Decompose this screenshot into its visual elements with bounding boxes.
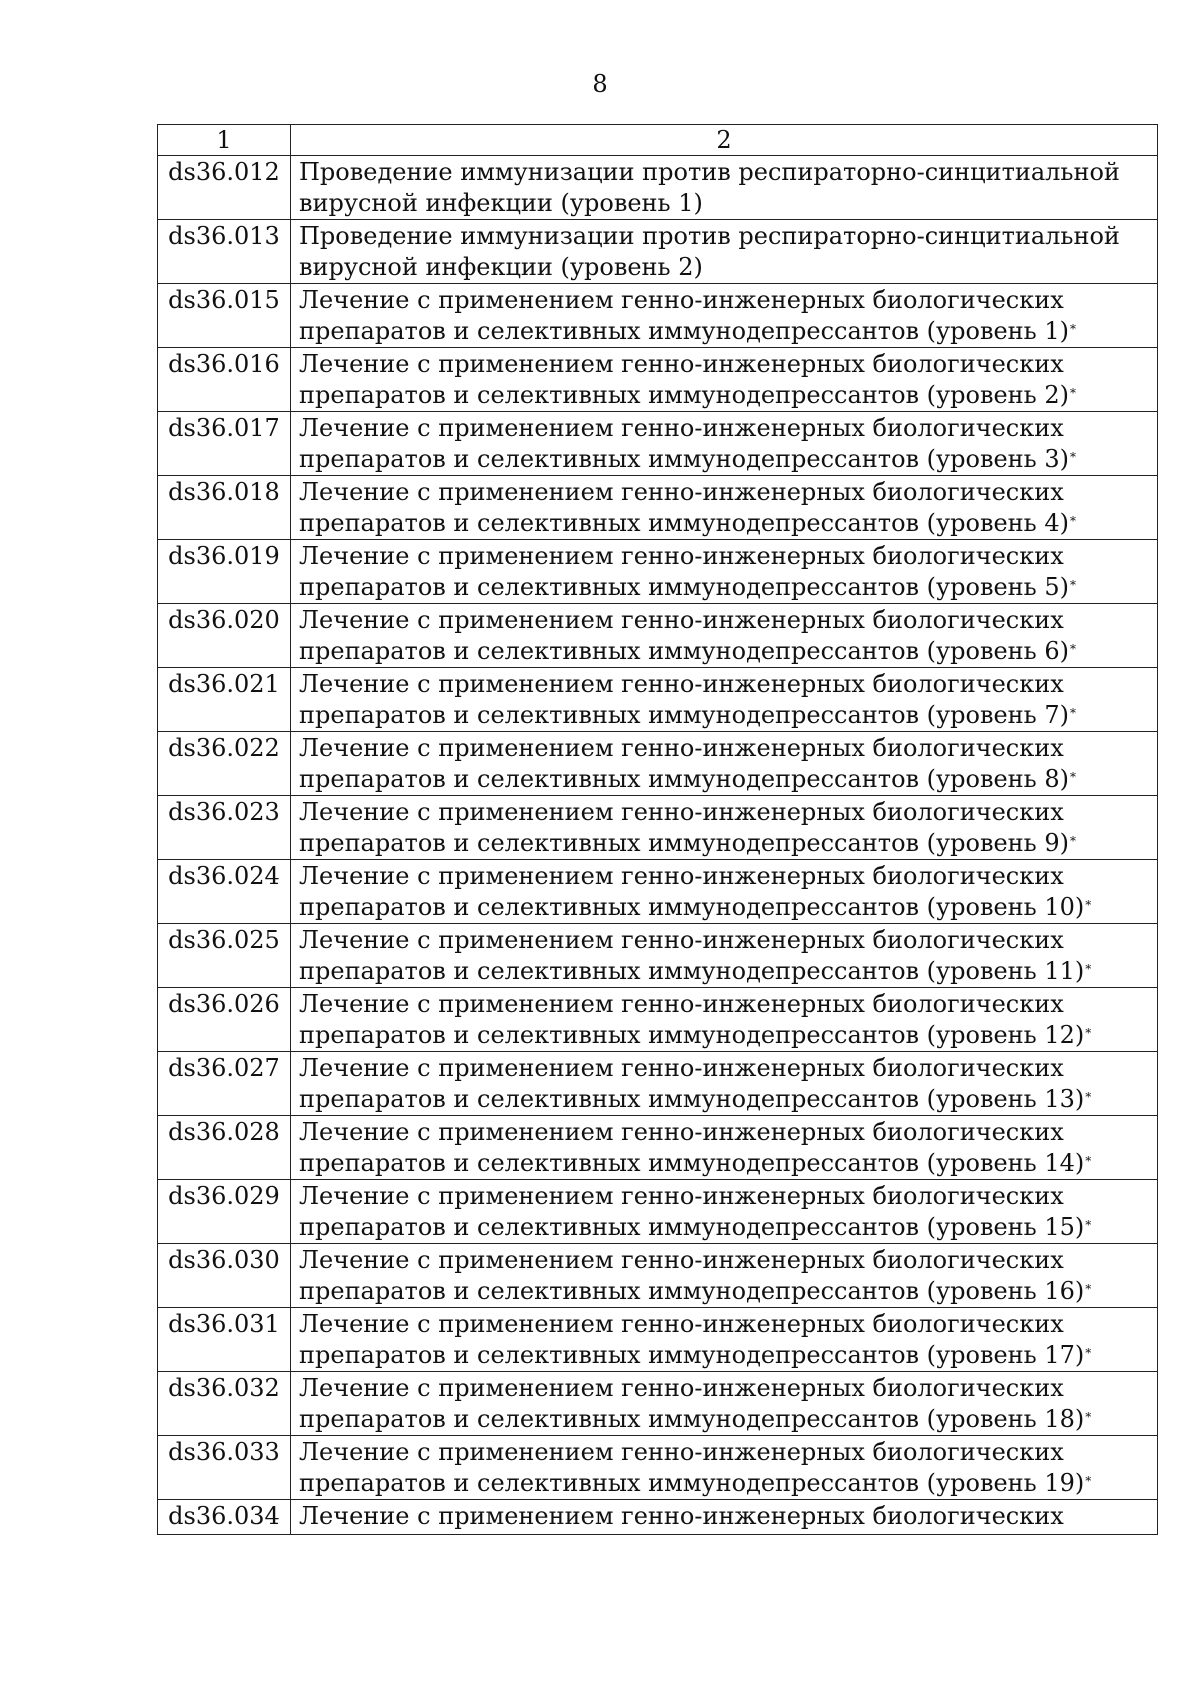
row-description-cell <box>291 1372 1158 1436</box>
row-description: Лечение с применением генно-инженерных биологических препаратов и селективных иммунодепрессантов (уровень 10) <box>299 862 1085 921</box>
row-description-cell <box>291 1244 1158 1308</box>
footnote-marker: * <box>1070 834 1077 848</box>
table-row <box>158 1180 1158 1244</box>
row-code: ds36.034 <box>158 1500 291 1535</box>
table-row <box>158 1244 1158 1308</box>
row-code: ds36.023 <box>158 796 291 860</box>
row-description: Лечение с применением генно-инженерных биологических препаратов и селективных иммунодепрессантов (уровень 17) <box>299 1310 1085 1369</box>
row-code: ds36.032 <box>158 1372 291 1436</box>
footnote-marker: * <box>1085 1282 1092 1296</box>
footnote-marker: * <box>1070 386 1077 400</box>
footnote-marker: * <box>1085 962 1092 976</box>
row-description: Лечение с применением генно-инженерных биологических <box>299 1502 1064 1530</box>
footnote-marker: * <box>1085 1474 1092 1488</box>
table-row <box>158 668 1158 732</box>
row-description: Проведение иммунизации против респираторно-синцитиальной вирусной инфекции (уровень 2) <box>299 222 1120 281</box>
row-description-cell <box>291 1436 1158 1500</box>
footnote-marker: * <box>1070 642 1077 656</box>
row-description: Лечение с применением генно-инженерных биологических препаратов и селективных иммунодепрессантов (уровень 5) <box>299 542 1070 601</box>
row-description: Лечение с применением генно-инженерных биологических препаратов и селективных иммунодепрессантов (уровень 12) <box>299 990 1085 1049</box>
footnote-marker: * <box>1070 770 1077 784</box>
codes-table <box>157 124 1158 1535</box>
row-description-cell <box>291 1308 1158 1372</box>
row-description-cell <box>291 860 1158 924</box>
row-description-cell <box>291 284 1158 348</box>
row-code: ds36.016 <box>158 348 291 412</box>
footnote-marker: * <box>1070 450 1077 464</box>
row-description-cell <box>291 924 1158 988</box>
table-row <box>158 348 1158 412</box>
row-description-cell <box>291 1500 1158 1535</box>
table-row <box>158 988 1158 1052</box>
row-code: ds36.027 <box>158 1052 291 1116</box>
row-description: Лечение с применением генно-инженерных биологических препаратов и селективных иммунодепрессантов (уровень 2) <box>299 350 1070 409</box>
row-code: ds36.020 <box>158 604 291 668</box>
row-description-cell <box>291 668 1158 732</box>
footnote-marker: * <box>1085 1346 1092 1360</box>
table-row <box>158 1116 1158 1180</box>
row-description-cell <box>291 540 1158 604</box>
row-code: ds36.012 <box>158 156 291 220</box>
table-row <box>158 476 1158 540</box>
row-description-cell <box>291 732 1158 796</box>
row-description: Лечение с применением генно-инженерных биологических препаратов и селективных иммунодепрессантов (уровень 19) <box>299 1438 1085 1497</box>
row-description: Лечение с применением генно-инженерных биологических препаратов и селективных иммунодепрессантов (уровень 13) <box>299 1054 1085 1113</box>
row-code: ds36.024 <box>158 860 291 924</box>
row-code: ds36.013 <box>158 220 291 284</box>
row-code: ds36.018 <box>158 476 291 540</box>
row-description: Лечение с применением генно-инженерных биологических препаратов и селективных иммунодепрессантов (уровень 15) <box>299 1182 1085 1241</box>
row-code: ds36.031 <box>158 1308 291 1372</box>
column-header-code: 1 <box>158 125 291 156</box>
table-row <box>158 1308 1158 1372</box>
row-description: Лечение с применением генно-инженерных биологических препаратов и селективных иммунодепрессантов (уровень 18) <box>299 1374 1085 1433</box>
footnote-marker: * <box>1085 898 1092 912</box>
row-code: ds36.025 <box>158 924 291 988</box>
row-description-cell <box>291 156 1158 220</box>
table-row <box>158 220 1158 284</box>
table-row <box>158 1372 1158 1436</box>
table-row <box>158 796 1158 860</box>
row-description-cell <box>291 412 1158 476</box>
row-description-cell <box>291 476 1158 540</box>
footnote-marker: * <box>1070 706 1077 720</box>
row-description: Лечение с применением генно-инженерных биологических препаратов и селективных иммунодепрессантов (уровень 11) <box>299 926 1085 985</box>
table-row <box>158 860 1158 924</box>
row-description: Проведение иммунизации против респираторно-синцитиальной вирусной инфекции (уровень 1) <box>299 158 1120 217</box>
footnote-marker: * <box>1070 322 1077 336</box>
table-row <box>158 540 1158 604</box>
footnote-marker: * <box>1085 1410 1092 1424</box>
table-row <box>158 604 1158 668</box>
table-row <box>158 1052 1158 1116</box>
table-row <box>158 1436 1158 1500</box>
row-code: ds36.026 <box>158 988 291 1052</box>
row-description-cell <box>291 988 1158 1052</box>
table-row <box>158 156 1158 220</box>
footnote-marker: * <box>1070 514 1077 528</box>
table-row <box>158 1500 1158 1535</box>
row-description-cell <box>291 1180 1158 1244</box>
row-description-cell <box>291 348 1158 412</box>
row-description: Лечение с применением генно-инженерных биологических препаратов и селективных иммунодепрессантов (уровень 3) <box>299 414 1070 473</box>
row-description-cell <box>291 1116 1158 1180</box>
row-code: ds36.021 <box>158 668 291 732</box>
row-code: ds36.029 <box>158 1180 291 1244</box>
footnote-marker: * <box>1085 1090 1092 1104</box>
table-row <box>158 284 1158 348</box>
row-code: ds36.028 <box>158 1116 291 1180</box>
row-description-cell <box>291 796 1158 860</box>
table-header-row <box>158 125 1158 156</box>
table-row <box>158 732 1158 796</box>
page-number: 8 <box>592 70 608 98</box>
row-code: ds36.019 <box>158 540 291 604</box>
row-description: Лечение с применением генно-инженерных биологических препаратов и селективных иммунодепрессантов (уровень 14) <box>299 1118 1085 1177</box>
row-code: ds36.017 <box>158 412 291 476</box>
table-row <box>158 412 1158 476</box>
row-description: Лечение с применением генно-инженерных биологических препаратов и селективных иммунодепрессантов (уровень 9) <box>299 798 1070 857</box>
row-description: Лечение с применением генно-инженерных биологических препаратов и селективных иммунодепрессантов (уровень 4) <box>299 478 1070 537</box>
row-description: Лечение с применением генно-инженерных биологических препаратов и селективных иммунодепрессантов (уровень 1) <box>299 286 1070 345</box>
row-description: Лечение с применением генно-инженерных биологических препаратов и селективных иммунодепрессантов (уровень 6) <box>299 606 1070 665</box>
footnote-marker: * <box>1085 1218 1092 1232</box>
row-code: ds36.022 <box>158 732 291 796</box>
row-description: Лечение с применением генно-инженерных биологических препаратов и селективных иммунодепрессантов (уровень 16) <box>299 1246 1085 1305</box>
row-description-cell <box>291 1052 1158 1116</box>
footnote-marker: * <box>1070 578 1077 592</box>
row-description: Лечение с применением генно-инженерных биологических препаратов и селективных иммунодепрессантов (уровень 8) <box>299 734 1070 793</box>
footnote-marker: * <box>1085 1026 1092 1040</box>
row-description-cell <box>291 604 1158 668</box>
row-description: Лечение с применением генно-инженерных биологических препаратов и селективных иммунодепрессантов (уровень 7) <box>299 670 1070 729</box>
row-code: ds36.033 <box>158 1436 291 1500</box>
row-description-cell <box>291 220 1158 284</box>
column-header-description: 2 <box>291 125 1158 156</box>
table-row <box>158 924 1158 988</box>
footnote-marker: * <box>1085 1154 1092 1168</box>
row-code: ds36.030 <box>158 1244 291 1308</box>
row-code: ds36.015 <box>158 284 291 348</box>
